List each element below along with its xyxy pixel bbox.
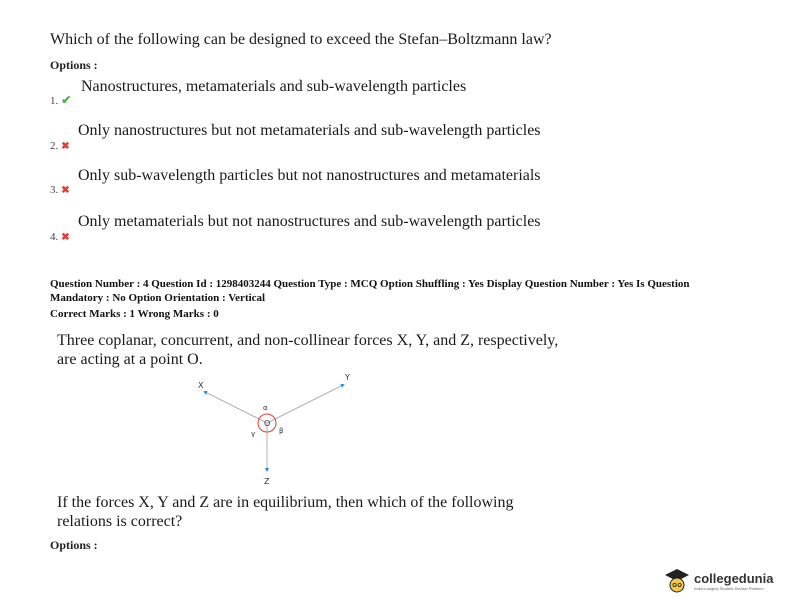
label-x: X <box>198 381 204 390</box>
force-x-line <box>205 392 267 423</box>
option-number: 1. <box>50 95 59 107</box>
label-z: Z <box>264 477 270 486</box>
option-3-marker <box>50 180 70 198</box>
question-meta-line-2: Mandatory : No Option Orientation : Vertical <box>50 292 266 304</box>
cross-icon: ✖ <box>61 185 70 196</box>
option-number: 2. <box>50 140 59 152</box>
label-o: O <box>264 419 271 428</box>
question-text-line-1: Three coplanar, concurrent, and non-collinear forces X, Y, and Z, respectively, <box>57 332 559 349</box>
checkmark-icon: ✔ <box>61 93 72 107</box>
option-number: 4. <box>50 231 59 243</box>
label-beta: β <box>279 427 284 435</box>
option-2-marker <box>50 136 70 154</box>
logo-name: collegedunia <box>694 571 774 586</box>
collegedunia-logo <box>662 566 773 596</box>
option-number: 3. <box>50 184 59 196</box>
option-2-text: Only nanostructures but not metamaterials and sub-wavelength particles <box>78 122 541 139</box>
question-text-line-3: If the forces X, Y and Z are in equilibrium, then which of the following <box>57 494 514 511</box>
label-y: Y <box>345 373 350 382</box>
label-alpha: α <box>263 404 268 412</box>
question-meta-line-1: Question Number : 4 Question Id : 1298403244 Question Type : MCQ Option Shuffling : Yes Display Question Number : Yes Is Question <box>50 278 690 290</box>
previous-question-title: Which of the following can be designed to exceed the Stefan–Boltzmann law? <box>50 31 552 48</box>
force-y-line <box>267 385 343 423</box>
option-4-marker <box>50 227 70 245</box>
option-1-marker <box>50 91 71 109</box>
option-4-text: Only metamaterials but not nanostructures and sub-wavelength particles <box>78 213 541 230</box>
options-heading-2: Options : <box>50 538 98 552</box>
option-1-text: Nanostructures, metamaterials and sub-wavelength particles <box>81 78 467 95</box>
options-heading: Options : <box>50 58 98 72</box>
force-diagram <box>190 370 370 495</box>
question-meta-line-3: Correct Marks : 1 Wrong Marks : 0 <box>50 308 219 320</box>
question-text-line-4: relations is correct? <box>57 513 183 530</box>
label-gamma: γ <box>251 430 256 438</box>
cross-icon: ✖ <box>61 141 70 152</box>
logo-tagline: India's largest Student Review Platform <box>694 586 764 591</box>
question-text-line-2: are acting at a point O. <box>57 351 203 368</box>
cross-icon: ✖ <box>61 232 70 243</box>
option-3-text: Only sub-wavelength particles but not nanostructures and metamaterials <box>78 167 541 184</box>
graduate-cap-icon <box>662 566 692 596</box>
